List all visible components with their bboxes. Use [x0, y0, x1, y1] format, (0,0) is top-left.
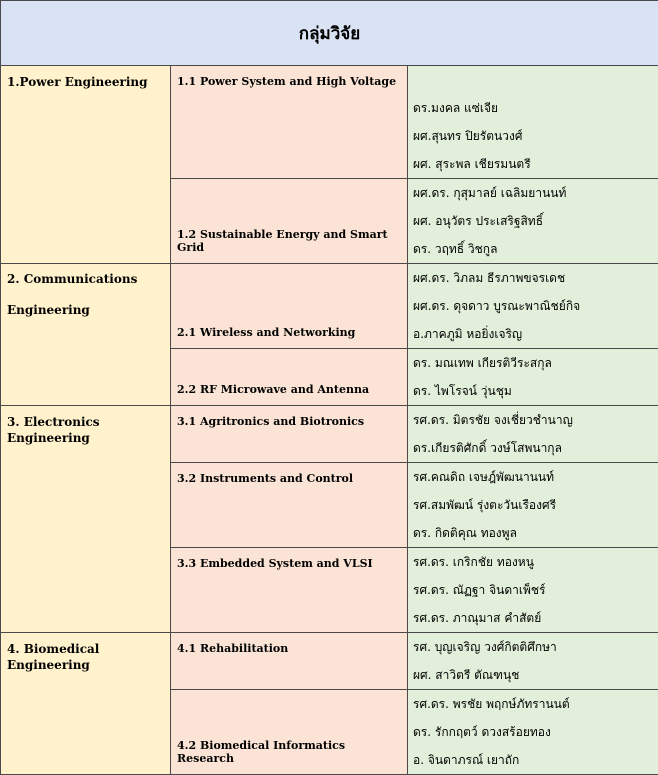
table-row	[1, 406, 658, 463]
person-name: ดร. มณเทพ เกียรติวีระสกุล	[408, 349, 658, 377]
people-cell	[408, 463, 658, 548]
group-cell	[1, 264, 171, 406]
people-cell	[408, 264, 658, 349]
people-cell	[408, 66, 658, 179]
person-name: รศ.ดร. ณัฏฐา จินดาเพ็ชร์	[408, 576, 658, 604]
group-label: 4. Biomedical Engineering	[1, 633, 170, 673]
person-name: รศ. บุญเจริญ วงศ์กิตติศึกษา	[408, 633, 658, 661]
person-name: ดร. กิดติคุณ ทองพูล	[408, 519, 658, 547]
person-name: รศ.สมพัฒน์ รุ่งตะวันเรืองศรี	[408, 491, 658, 519]
subgroup-cell	[171, 406, 408, 463]
person-name: ผศ.ดร. ดุจดาว บูรณะพาณิชย์กิจ	[408, 292, 658, 320]
title-row	[1, 1, 658, 66]
subgroup-cell	[171, 633, 408, 690]
group-cell	[1, 633, 171, 775]
people-cell	[408, 179, 658, 264]
person-name: ผศ. สาวิตรี ตัณฑนุช	[408, 661, 658, 689]
person-name: ผศ.ดร. กุสุมาลย์ เฉลิมยานนท์	[408, 179, 658, 207]
subgroup-cell	[171, 548, 408, 633]
subgroup-cell	[171, 66, 408, 179]
subgroup-label: 1.2 Sustainable Energy and Smart Grid	[171, 228, 407, 254]
group-cell	[1, 66, 171, 264]
group-label: 2. Communications Engineering	[1, 264, 170, 326]
person-name: ผศ. อนุวัตร ประเสริฐสิทธิ์	[408, 207, 658, 235]
person-name: อ.ภาคภูมิ หอยิ่งเจริญ	[408, 320, 658, 348]
person-name: รศ.ดร. มิตรชัย จงเชี่ยวชำนาญ	[408, 406, 658, 434]
subgroup-cell	[171, 179, 408, 264]
group-cell	[1, 406, 171, 633]
person-name: รศ.ดร. ภาณุมาส คำสัตย์	[408, 604, 658, 632]
people-cell	[408, 548, 658, 633]
people-cell	[408, 406, 658, 463]
group-label: 1.Power Engineering	[1, 66, 170, 90]
people-cell	[408, 633, 658, 690]
person-name	[408, 66, 658, 94]
person-name: รศ.ดร. พรชัย พฤกษ์ภัทรานนต์	[408, 690, 658, 718]
person-name: ดร.เกียรติศักดิ์ วงษ์โสพนากุล	[408, 434, 658, 462]
people-cell	[408, 349, 658, 406]
subgroup-label: 3.1 Agritronics and Biotronics	[171, 406, 407, 428]
subgroup-cell	[171, 349, 408, 406]
subgroup-label: 4.2 Biomedical Informatics Research	[171, 739, 407, 765]
subgroup-cell	[171, 463, 408, 548]
table-row	[1, 633, 658, 690]
subgroup-cell	[171, 690, 408, 775]
person-name: ดร. ไพโรจน์ วุ่นชุม	[408, 377, 658, 405]
subgroup-label: 4.1 Rehabilitation	[171, 633, 407, 655]
subgroup-cell	[171, 264, 408, 349]
person-name: ดร.มงคล แซ่เจีย	[408, 94, 658, 122]
table-row	[1, 264, 658, 349]
person-name: รศ.คณดิถ เจษฎ์พัฒนานนท์	[408, 463, 658, 491]
person-name: ผศ.สุนทร ปิยรัตนวงศ์	[408, 122, 658, 150]
person-name: ผศ. สุระพล เชียรมนตรี	[408, 150, 658, 178]
person-name: ดร. วฤทธิ์ วิชกูล	[408, 235, 658, 263]
subgroup-label: 2.1 Wireless and Networking	[171, 326, 407, 339]
people-cell	[408, 690, 658, 775]
person-name: ผศ.ดร. วิภลม ธีรภาพขจรเดช	[408, 264, 658, 292]
person-name: อ. จินดาภรณ์ เยาถัก	[408, 746, 658, 774]
page-title: กลุ่มวิจัย	[1, 1, 658, 66]
subgroup-label: 3.3 Embedded System and VLSI	[171, 548, 407, 570]
subgroup-label: 2.2 RF Microwave and Antenna	[171, 383, 407, 396]
subgroup-label: 3.2 Instruments and Control	[171, 463, 407, 485]
group-label: 3. Electronics Engineering	[1, 406, 170, 446]
person-name: รศ.ดร. เกริกชัย ทองหนู	[408, 548, 658, 576]
subgroup-label: 1.1 Power System and High Voltage	[171, 66, 407, 88]
table-row	[1, 66, 658, 179]
person-name: ดร. รักกฤตว์ ดวงสร้อยทอง	[408, 718, 658, 746]
